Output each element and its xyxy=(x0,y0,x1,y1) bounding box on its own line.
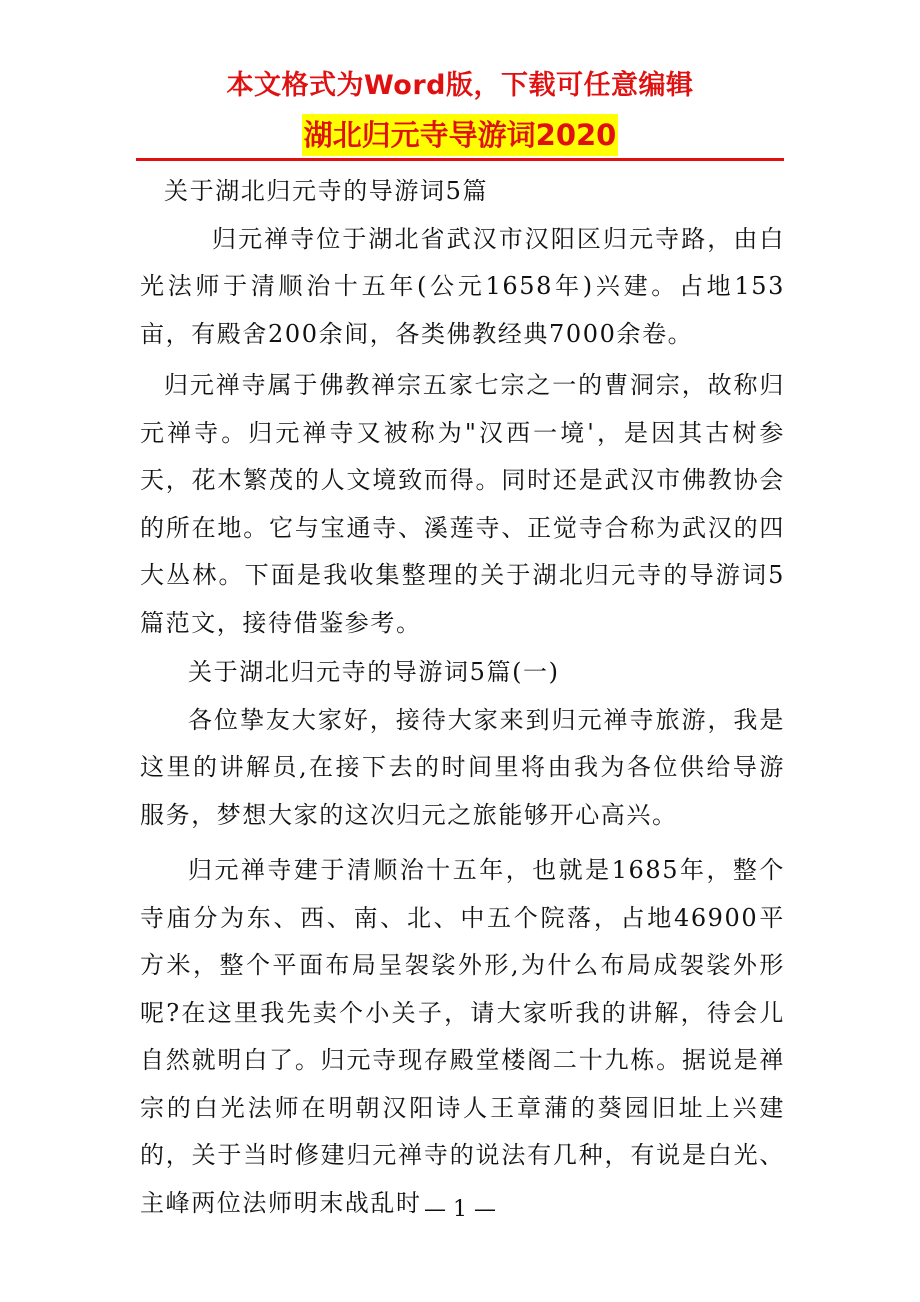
document-body xyxy=(140,168,785,1227)
section-heading: 关于湖北归元寺的导游词5篇(一) xyxy=(188,658,560,686)
paragraph: 归元禅寺属于佛教禅宗五家七宗之一的曹洞宗，故称归元禅寺。归元禅寺又被称为"汉西一境'，是因其古树参天，花木繁茂的人文境致而得。同时还是武汉市佛教协会的所在地。它与宝通寺、溪莲寺、正觉寺合称为武汉的四大丛林。下面是我收集整理的关于湖北归元寺的导游词5篇范文，接待借鉴参考。 xyxy=(140,371,785,637)
paragraph: 各位挚友大家好，接待大家来到归元禅寺旅游，我是这里的讲解员,在接下去的时间里将由我为各位供给导游服务，梦想大家的这次归元之旅能够开心高兴。 xyxy=(140,705,785,829)
page-title: 湖北归元寺导游词2020 xyxy=(302,114,619,156)
paragraph: 归元禅寺建于清顺治十五年，也就是1685年，整个寺庙分为东、西、南、北、中五个院落，占地46900平方米，整个平面布局呈袈裟外形,为什么布局成袈裟外形呢?在这里我先卖个小关子，请大家听我的讲解，待会儿自然就明白了。归元寺现存殿堂楼阁二十九栋。据说是禅宗的白光法师在明朝汉阳诗人王章蒲的葵园旧址上兴建的，关于当时修建归元禅寺的说法有几种，有说是白光、主峰两位法师明末战乱时 xyxy=(140,856,785,1217)
format-banner: 本文格式为Word版，下载可任意编辑 xyxy=(226,70,694,101)
page-number: — 1 — xyxy=(424,1197,496,1222)
title-divider xyxy=(136,158,784,161)
section-heading: 关于湖北归元寺的导游词5篇 xyxy=(164,177,489,205)
paragraph: 归元禅寺位于湖北省武汉市汉阳区归元寺路，由白光法师于清顺治十五年(公元1658年)兴建。占地153亩，有殿舍200余间，各类佛教经典7000余卷。 xyxy=(140,224,785,348)
title-wrap xyxy=(0,114,920,156)
